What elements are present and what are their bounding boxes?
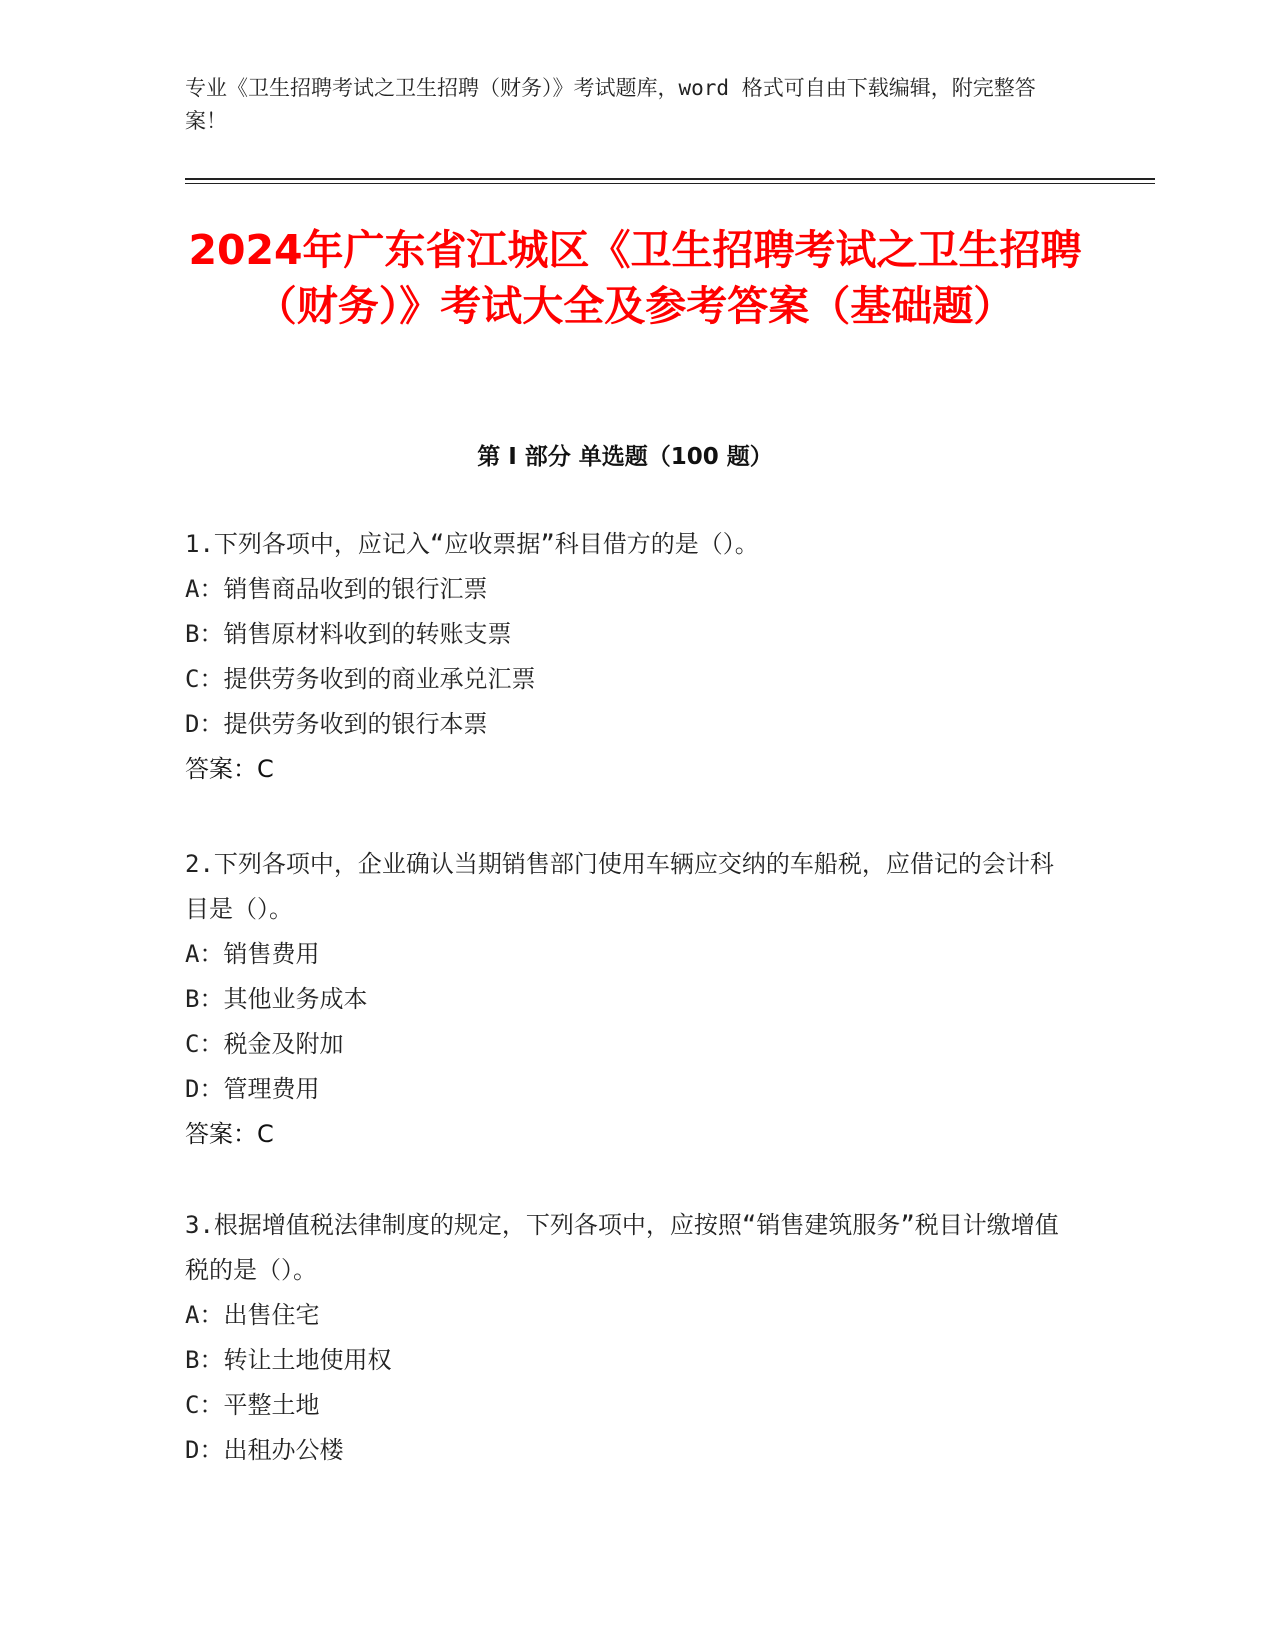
header-note: 专业《卫生招聘考试之卫生招聘（财务）》考试题库，word 格式可自由下载编辑，附完整答案！	[185, 76, 1036, 133]
option-b: B：转让土地使用权	[185, 1346, 392, 1374]
header-divider-thick	[185, 178, 1155, 180]
option-a: A：出售住宅	[185, 1301, 320, 1329]
document-title: 2024年广东省江城区《卫生招聘考试之卫生招聘（财务）》考试大全及参考答案（基础题）	[188, 226, 1082, 330]
header-divider-thin	[185, 183, 1155, 184]
option-d: D：管理费用	[185, 1075, 320, 1103]
question-stem: 1.下列各项中，应记入“应收票据”科目借方的是（）。	[185, 530, 759, 558]
question-1	[185, 522, 1065, 792]
answer: 答案：C	[185, 1120, 274, 1148]
question-2	[185, 842, 1065, 1157]
option-d: D：出租办公楼	[185, 1436, 344, 1464]
question-stem: 2.下列各项中，企业确认当期销售部门使用车辆应交纳的车船税，应借记的会计科目是（）。	[185, 850, 1054, 923]
option-c: C：税金及附加	[185, 1030, 344, 1058]
section-title: 第 I 部分 单选题（100 题）	[477, 444, 773, 470]
answer: 答案：C	[185, 755, 274, 783]
option-c: C：平整土地	[185, 1391, 320, 1419]
option-a: A：销售费用	[185, 940, 320, 968]
option-d: D：提供劳务收到的银行本票	[185, 710, 488, 738]
option-b: B：销售原材料收到的转账支票	[185, 620, 512, 648]
option-b: B：其他业务成本	[185, 985, 368, 1013]
option-c: C：提供劳务收到的商业承兑汇票	[185, 665, 536, 693]
question-3	[185, 1203, 1065, 1473]
option-a: A：销售商品收到的银行汇票	[185, 575, 488, 603]
question-stem: 3.根据增值税法律制度的规定，下列各项中，应按照“销售建筑服务”税目计缴增值税的是（）。	[185, 1211, 1059, 1284]
